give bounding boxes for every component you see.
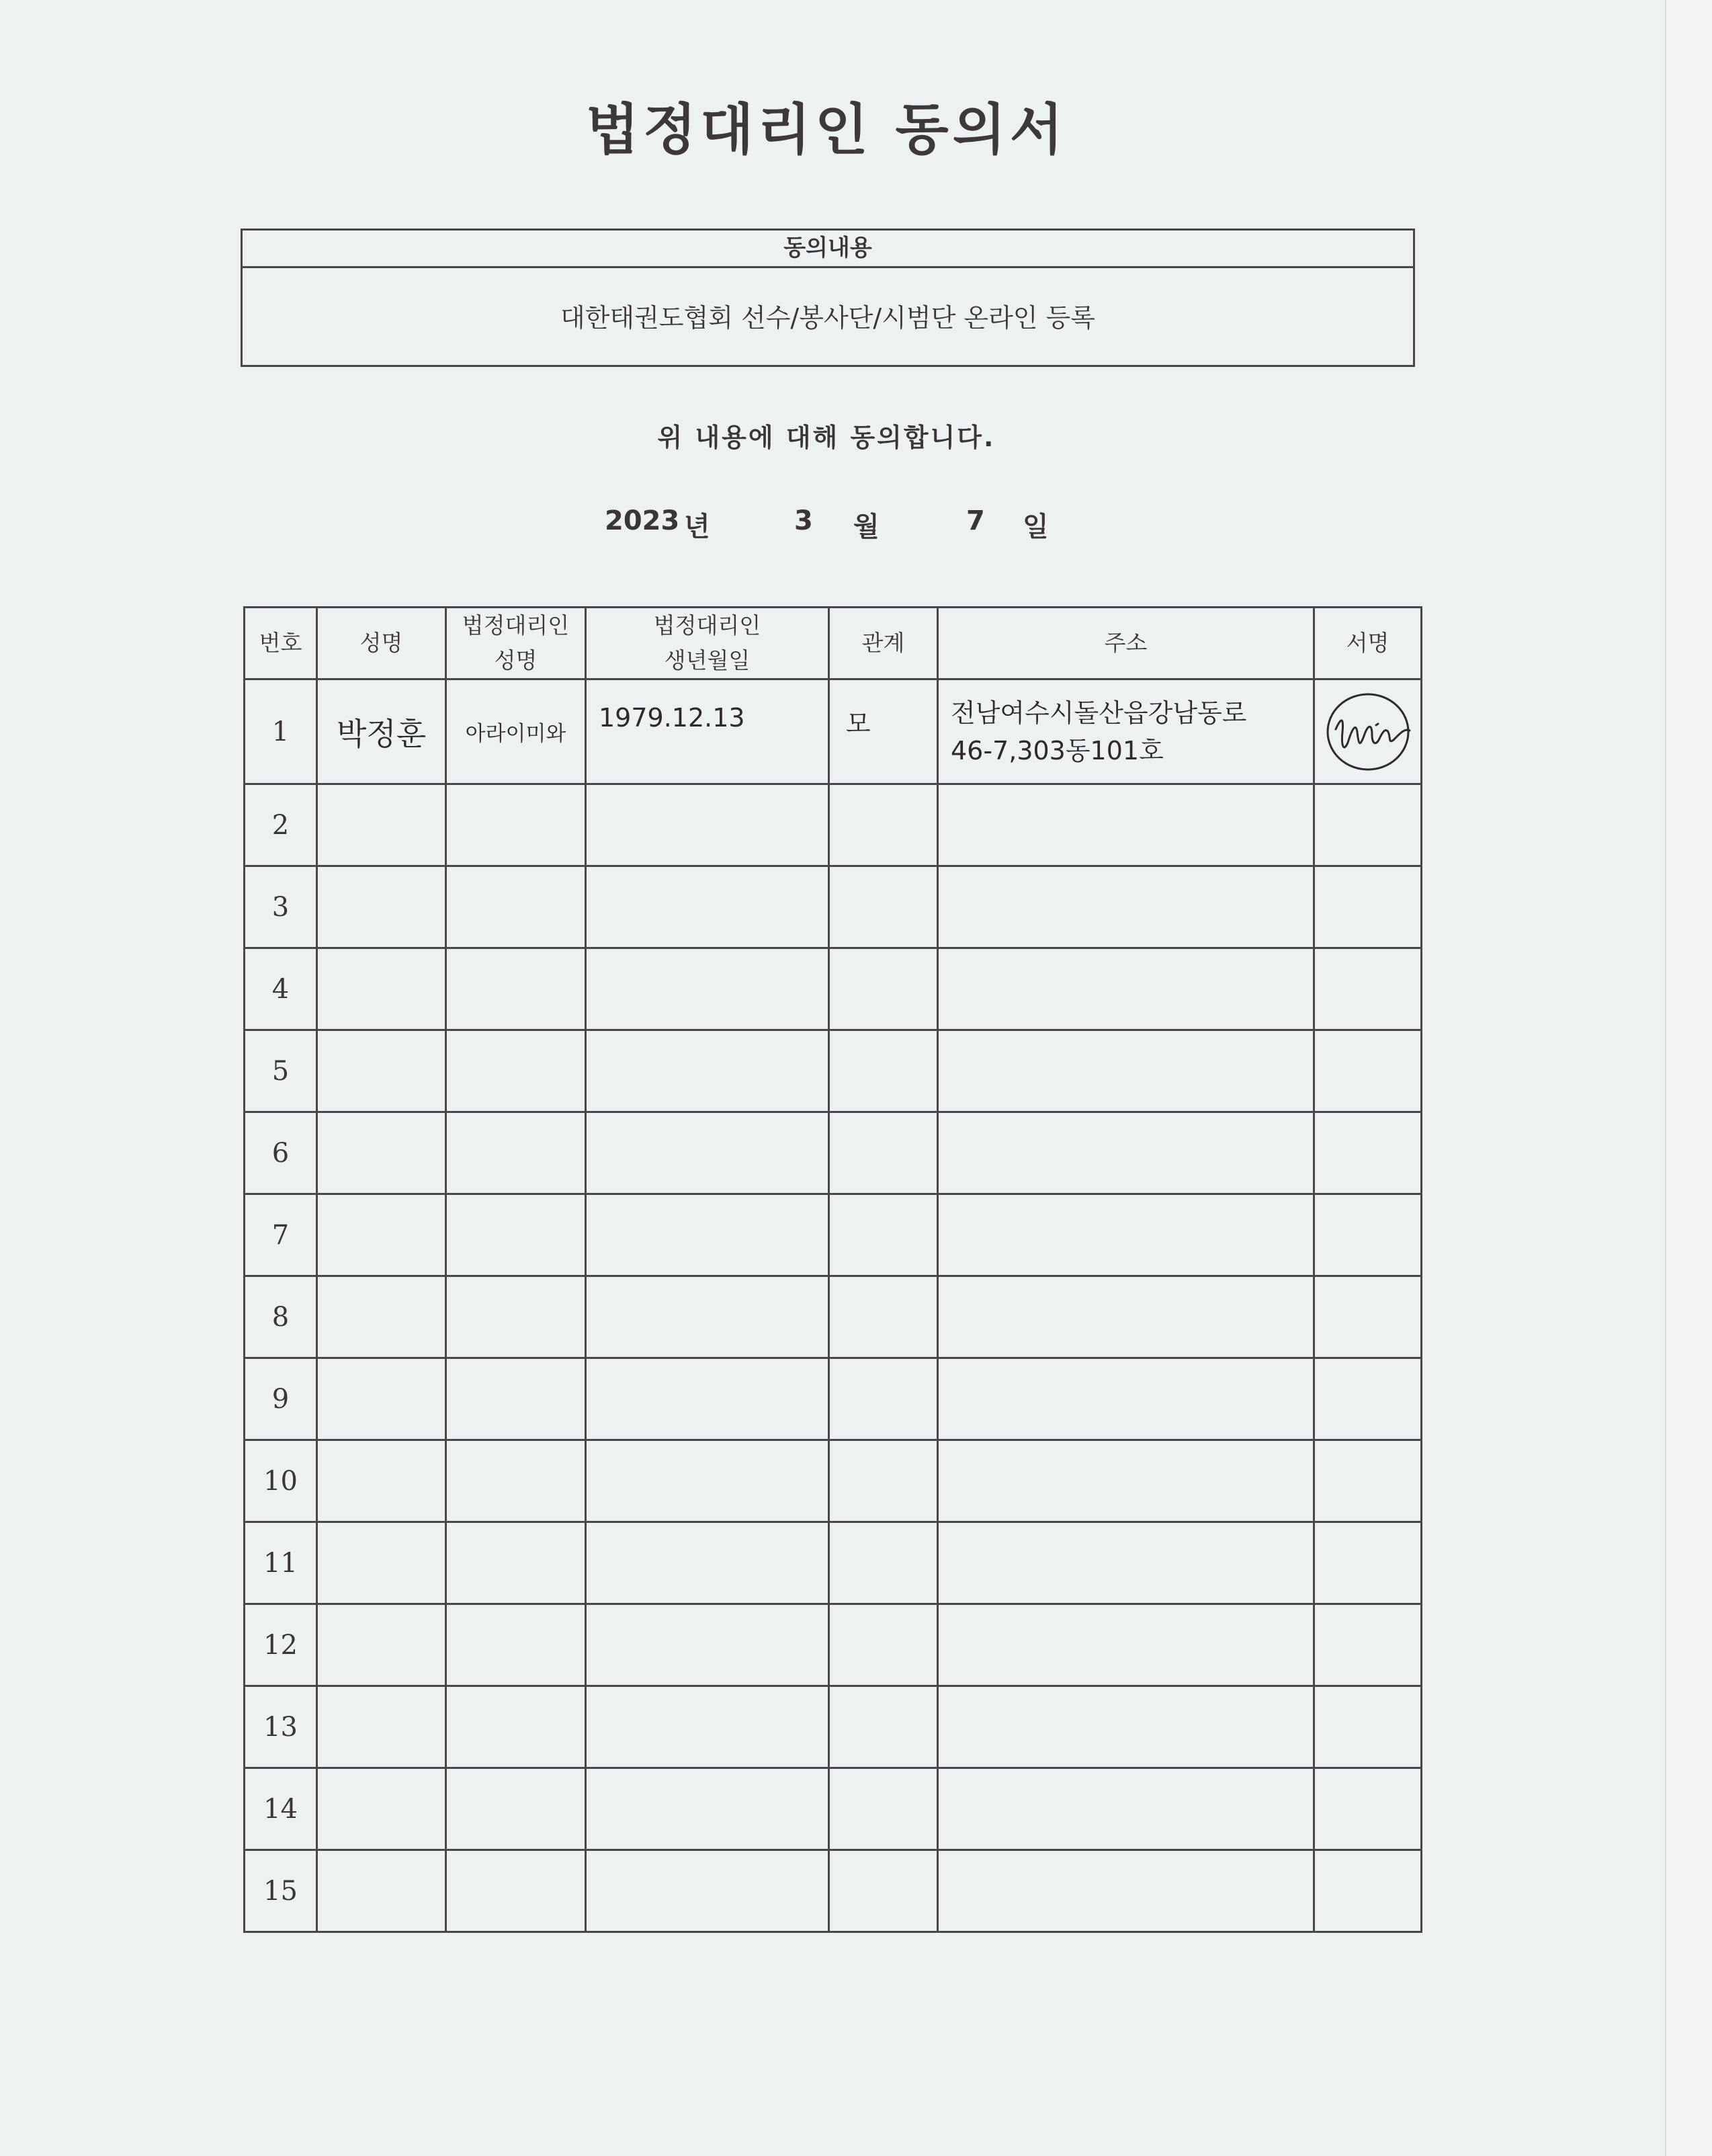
table-header-row: [245, 608, 1422, 679]
header-relation: 관계: [829, 608, 938, 679]
table-row: [245, 1768, 1422, 1850]
header-guardian-name: [446, 608, 586, 679]
consent-box: [241, 229, 1415, 367]
header-guardian-birth: [586, 608, 829, 679]
table-row: [245, 1030, 1422, 1112]
row-no: 1: [245, 679, 317, 784]
row-no: 12: [245, 1604, 317, 1686]
table-row: [245, 1850, 1422, 1932]
relation: 모: [829, 679, 938, 784]
row-no: 3: [245, 866, 317, 948]
header-guardian-name-line2: 성명: [494, 647, 538, 673]
consent-text: 대한태권도협회 선수/봉사단/시범단 온라인 등록: [560, 303, 1095, 333]
table-row: [245, 679, 1422, 784]
row-no: 7: [245, 1194, 317, 1276]
date-month-unit: 월: [853, 511, 880, 542]
address-line1: 전남여수시돌산읍강남동로: [951, 698, 1247, 728]
table-row: [245, 866, 1422, 948]
table-row: [245, 1604, 1422, 1686]
row-no: 15: [245, 1850, 317, 1932]
date-day-unit: 일: [1023, 511, 1049, 542]
row-no: 13: [245, 1686, 317, 1768]
table-row: [245, 948, 1422, 1030]
table-row: [245, 1522, 1422, 1604]
table-row: [245, 1686, 1422, 1768]
row-no: 8: [245, 1276, 317, 1358]
guardian-name: 아라이미와: [446, 679, 586, 784]
document-title: 법정대리인 동의서: [585, 98, 1068, 162]
date-year-unit: 년: [684, 511, 710, 542]
header-signature: 서명: [1314, 608, 1422, 679]
consent-heading: 동의내용: [243, 231, 1413, 268]
row-no: 9: [245, 1358, 317, 1440]
table-row: [245, 1440, 1422, 1522]
header-no: 번호: [245, 608, 317, 679]
row-no: 14: [245, 1768, 317, 1850]
table-row: [245, 784, 1422, 866]
row-no: 6: [245, 1112, 317, 1194]
table-row: [245, 1358, 1422, 1440]
guardian-table: [243, 606, 1422, 1933]
agreement-statement: 위 내용에 대해 동의합니다.: [657, 423, 996, 452]
guardian-birth: 1979.12.13: [586, 679, 829, 784]
student-name: 박정훈: [317, 679, 446, 784]
date-month: 3: [794, 505, 813, 536]
date-day: 7: [966, 505, 985, 536]
table-row: [245, 1194, 1422, 1276]
row-no: 10: [245, 1440, 317, 1522]
signature-cell: [1314, 679, 1422, 784]
date-year: 2023: [605, 505, 680, 536]
row-no: 4: [245, 948, 317, 1030]
header-name: 성명: [317, 608, 446, 679]
header-guardian-name-line1: 법정대리인: [462, 612, 570, 638]
header-guardian-birth-line1: 법정대리인: [653, 612, 761, 638]
row-no: 2: [245, 784, 317, 866]
paper-edge: [1665, 0, 1712, 2156]
table-row: [245, 1112, 1422, 1194]
row-no: 5: [245, 1030, 317, 1112]
table-row: [245, 1276, 1422, 1358]
header-address: 주소: [938, 608, 1314, 679]
header-guardian-birth-line2: 생년월일: [664, 647, 751, 673]
address-line2: 46-7,303동101호: [951, 735, 1164, 765]
row-no: 11: [245, 1522, 317, 1604]
address: [938, 679, 1314, 784]
handwritten-signature: [1321, 690, 1415, 774]
